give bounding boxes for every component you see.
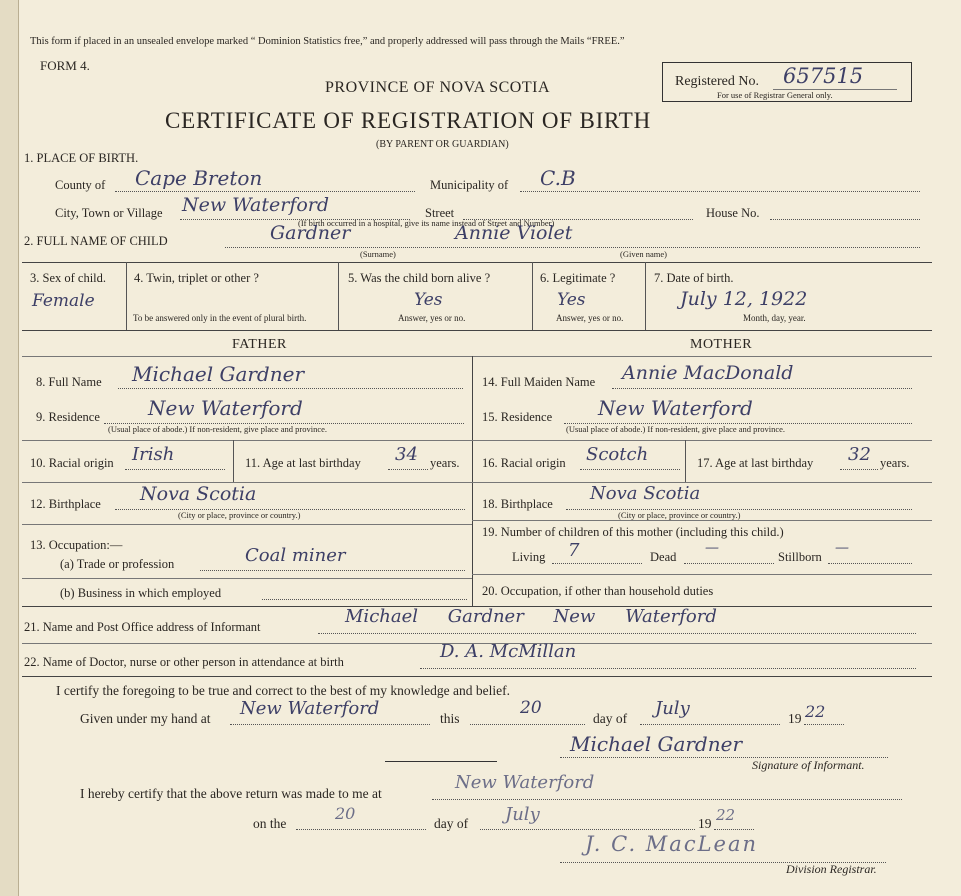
mother-birthplace-note: (City or place, province or country.)	[618, 510, 741, 520]
dead-label: Dead	[650, 550, 677, 564]
county-value: Cape Breton	[135, 166, 263, 190]
mailing-notice: This form if placed in an unsealed envelope marked “ Dominion Statistics free,” and properly addressed will pass through the Mails “FREE.”	[30, 36, 625, 47]
dead-value: —	[705, 540, 719, 556]
divider-4	[645, 262, 646, 330]
certify-year-line	[804, 724, 844, 725]
living-value: 7	[568, 540, 580, 561]
mother-rule-4	[472, 574, 932, 575]
registrar-dayof-label: day of	[434, 816, 469, 831]
alive-label: 5. Was the child born alive ?	[348, 271, 491, 285]
row-rule-top	[22, 262, 932, 263]
registrar-day: 20	[335, 804, 356, 823]
dead-line	[684, 563, 774, 564]
mother-age-value: 32	[848, 444, 871, 465]
registrar-signature-label: Division Registrar.	[786, 862, 877, 876]
mother-age-label: 17. Age at last birthday	[697, 456, 814, 470]
father-residence-value: New Waterford	[148, 396, 303, 420]
divider-2	[338, 262, 339, 330]
certify-year-suffix: 22	[805, 702, 826, 721]
legit-note: Answer, yes or no.	[556, 313, 624, 323]
father-name-line	[118, 388, 463, 389]
certify-month: July	[655, 698, 690, 719]
mother-birthplace-value: Nova Scotia	[590, 483, 701, 504]
city-label: City, Town or Village	[55, 206, 163, 220]
divider-1	[126, 262, 127, 330]
business-label: (b) Business in which employed	[60, 586, 222, 600]
father-heading: FATHER	[232, 337, 287, 352]
row-rule-bottom	[22, 330, 932, 331]
certify-day: 20	[520, 698, 542, 718]
registrar-signature: J. C. MacLean	[585, 832, 759, 856]
registrar-month: July	[505, 804, 540, 825]
municipality-value: C.B	[540, 166, 576, 190]
registrar-year-line	[714, 829, 754, 830]
parents-rule	[22, 356, 932, 357]
father-birthplace-label: 12. Birthplace	[30, 497, 101, 511]
this-label: this	[440, 711, 460, 726]
father-birthplace-value: Nova Scotia	[140, 483, 257, 505]
city-value: New Waterford	[182, 194, 330, 216]
business-line	[262, 599, 467, 600]
street-label: Street	[425, 206, 455, 220]
mother-name-label: 14. Full Maiden Name	[482, 375, 596, 389]
father-name-value: Michael Gardner	[132, 362, 305, 386]
registration-box	[662, 62, 912, 102]
alive-value: Yes	[414, 290, 443, 310]
parents-divider	[472, 356, 473, 606]
informant-value: Michael Gardner New Waterford	[345, 606, 717, 627]
children-label: 19. Number of children of this mother (including this child.)	[482, 525, 784, 539]
informant-line	[318, 633, 916, 634]
house-line	[770, 219, 920, 220]
form-number: FORM 4.	[40, 58, 90, 73]
municipality-line	[520, 191, 920, 192]
father-age-value: 34	[395, 444, 418, 465]
father-residence-note: (Usual place of abode.) If non-resident, give place and province.	[108, 424, 328, 434]
mother-rule-3	[472, 520, 932, 521]
legit-label: 6. Legitimate ?	[540, 271, 616, 285]
mother-name-line	[612, 388, 912, 389]
signature-separator	[385, 761, 497, 762]
given-note: (Given name)	[620, 249, 667, 259]
certify-year-prefix: 19	[788, 711, 802, 726]
stillborn-line	[828, 563, 912, 564]
occupation-label: 13. Occupation:—	[30, 538, 123, 552]
registrar-month-line	[480, 829, 695, 830]
registered-number: 657515	[783, 64, 864, 88]
living-label: Living	[512, 550, 546, 564]
surname-note: (Surname)	[360, 249, 396, 259]
informant-signature-label: Signature of Informant.	[752, 758, 865, 772]
doctor-label: 22. Name of Doctor, nurse or other person in attendance at birth	[24, 655, 344, 669]
mother-racial-label: 16. Racial origin	[482, 456, 566, 470]
mother-rule-1	[472, 440, 932, 441]
sex-value: Female	[32, 291, 95, 311]
mother-racial-line	[580, 469, 680, 470]
place-heading: 1. PLACE OF BIRTH.	[24, 151, 139, 165]
given-place: New Waterford	[240, 698, 380, 719]
mother-name-value: Annie MacDonald	[622, 362, 794, 384]
mother-residence-label: 15. Residence	[482, 410, 553, 424]
father-birthplace-note: (City or place, province or country.)	[178, 510, 301, 520]
father-racial-label: 10. Racial origin	[30, 456, 114, 470]
province-heading: PROVINCE OF NOVA SCOTIA	[325, 79, 551, 96]
given-place-line	[230, 724, 430, 725]
certify-day-line	[470, 724, 585, 725]
mother-age-line	[840, 469, 878, 470]
county-line	[115, 191, 415, 192]
father-name-label: 8. Full Name	[36, 375, 102, 389]
given-label: Given under my hand at	[80, 711, 211, 726]
father-racial-line	[125, 469, 225, 470]
father-age-divider	[233, 440, 234, 482]
mother-heading: MOTHER	[690, 337, 753, 352]
mother-birthplace-label: 18. Birthplace	[482, 497, 553, 511]
page-title: CERTIFICATE OF REGISTRATION OF BIRTH	[165, 108, 652, 133]
trade-label: (a) Trade or profession	[60, 557, 175, 571]
mother-occupation-label: 20. Occupation, if other than household duties	[482, 584, 714, 598]
stillborn-value: —	[835, 540, 849, 556]
alive-note: Answer, yes or no.	[398, 313, 466, 323]
stillborn-label: Stillborn	[778, 550, 822, 564]
registrar-day-line	[296, 829, 426, 830]
father-age-unit: years.	[430, 456, 460, 470]
registrar-text: I hereby certify that the above return was made to me at	[80, 786, 382, 801]
father-age-label: 11. Age at last birthday	[245, 456, 361, 470]
county-label: County of	[55, 178, 106, 192]
mother-age-unit: years.	[880, 456, 910, 470]
registered-label: Registered No.	[675, 74, 759, 89]
mother-rule-2	[472, 482, 932, 483]
doctor-value: D. A. McMillan	[440, 641, 577, 662]
registered-note: For use of Registrar General only.	[717, 90, 833, 100]
father-rule-4	[22, 578, 472, 579]
sex-label: 3. Sex of child.	[30, 271, 107, 285]
father-racial-value: Irish	[132, 444, 175, 465]
registrar-year-prefix: 19	[698, 816, 712, 831]
father-rule-1	[22, 440, 472, 441]
registrar-on-label: on the	[253, 816, 287, 831]
registrar-year-suffix: 22	[716, 806, 736, 824]
child-given-name: Annie Violet	[455, 222, 573, 244]
mother-racial-value: Scotch	[586, 444, 649, 465]
child-surname: Gardner	[270, 222, 351, 244]
left-margin-strip	[0, 0, 19, 896]
registrar-place-line	[432, 799, 902, 800]
trade-line	[200, 570, 465, 571]
father-rule-3	[22, 524, 472, 525]
father-residence-label: 9. Residence	[36, 410, 100, 424]
mother-residence-note: (Usual place of abode.) If non-resident, give place and province.	[566, 424, 786, 434]
mother-residence-value: New Waterford	[598, 396, 753, 420]
municipality-label: Municipality of	[430, 178, 509, 192]
dob-note: Month, day, year.	[743, 313, 806, 323]
certify-text: I certify the foregoing to be true and correct to the best of my knowledge and belief.	[56, 683, 510, 698]
house-label: House No.	[706, 206, 760, 220]
mother-age-divider	[685, 440, 686, 482]
doctor-line	[420, 668, 916, 669]
dob-value: July 12, 1922	[680, 288, 808, 310]
living-line	[552, 563, 642, 564]
informant-rule-bottom	[22, 676, 932, 677]
child-name-line	[225, 247, 920, 248]
twin-note: To be answered only in the event of plural birth.	[133, 313, 307, 323]
informant-label: 21. Name and Post Office address of Informant	[24, 620, 261, 634]
trade-value: Coal miner	[245, 545, 346, 566]
father-age-line	[388, 469, 428, 470]
certify-dayof-label: day of	[593, 711, 628, 726]
dob-label: 7. Date of birth.	[654, 271, 734, 285]
page-subtitle: (BY PARENT OR GUARDIAN)	[376, 139, 509, 150]
registrar-place: New Waterford	[455, 772, 595, 793]
twin-label: 4. Twin, triplet or other ?	[134, 271, 259, 285]
legit-value: Yes	[557, 290, 586, 310]
certify-month-line	[640, 724, 780, 725]
divider-3	[532, 262, 533, 330]
child-name-label: 2. FULL NAME OF CHILD	[24, 234, 168, 248]
street-note: (If birth occurred in a hospital, give its name instead of Street and Number)	[298, 218, 555, 228]
informant-signature: Michael Gardner	[570, 732, 743, 756]
